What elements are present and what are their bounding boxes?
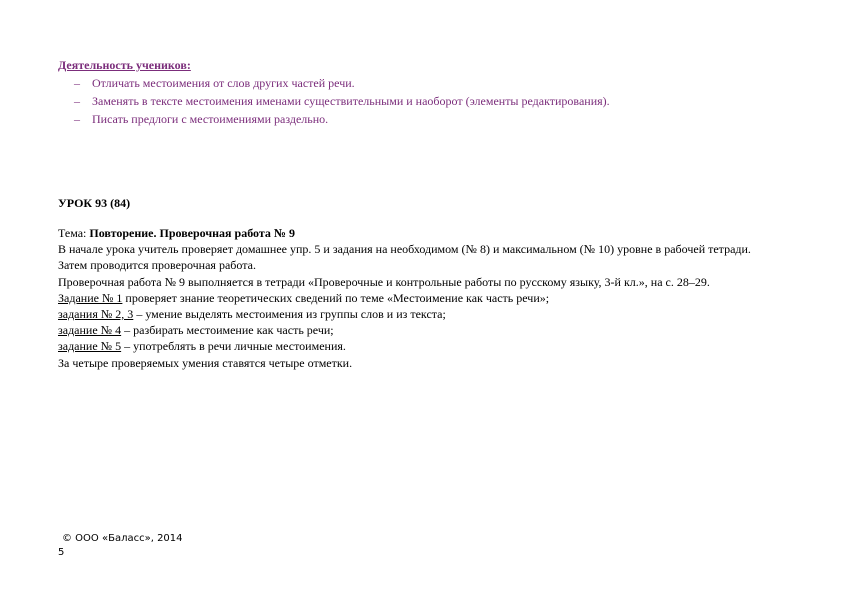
- topic-text: Повторение. Проверочная работа № 9: [89, 226, 295, 240]
- activity-item: [58, 110, 798, 128]
- activity-item-text: Отличать местоимения от слов других частей речи.: [92, 76, 355, 90]
- activity-item: [58, 74, 798, 92]
- task-reference: задания № 2, 3: [58, 307, 134, 322]
- task-line: [58, 306, 785, 322]
- closing-line: За четыре проверяемых умения ставятся четыре отметки.: [58, 355, 353, 370]
- task-reference: задание № 4: [58, 323, 122, 338]
- task-reference: задание № 5: [58, 339, 122, 354]
- task-description: – умение выделять местоимения из группы слов и из текста;: [133, 307, 446, 322]
- dash-bullet: –: [74, 94, 80, 108]
- task-description: проверяет знание теоретических сведений по теме «Местоимение как часть речи»;: [122, 290, 550, 305]
- task-description: – употреблять в речи личные местоимения.: [121, 339, 346, 354]
- copyright-notice: © ООО «Баласс», 2014: [62, 533, 183, 544]
- activity-item-text: Заменять в тексте местоимения именами существительными и наоборот (элементы редактирования).: [92, 94, 610, 108]
- paragraph-homework-check: В начале урока учитель проверяет домашнее упр. 5 и задания на необходимом (№ 8) и максимальном (№ 10) уровне в рабочей тетради.: [58, 242, 751, 257]
- lesson-content: [58, 225, 785, 371]
- task-line: [58, 322, 785, 338]
- task-reference: Задание № 1: [58, 290, 123, 305]
- topic-line: [58, 225, 785, 241]
- activity-item-text: Писать предлоги с местоимениями раздельно.: [92, 112, 329, 126]
- activity-item: [58, 92, 798, 110]
- dash-bullet: –: [74, 76, 80, 90]
- task-line: [58, 290, 785, 306]
- dash-bullet: –: [74, 112, 80, 126]
- task-line: [58, 338, 785, 354]
- page-footer: [58, 532, 183, 560]
- student-activity-section: [58, 56, 798, 128]
- task-description: – разбирать местоимение как часть речи;: [121, 323, 334, 338]
- topic-label: Тема:: [58, 226, 90, 240]
- lesson-title: УРОК 93 (84): [58, 196, 131, 210]
- page-number: 5: [58, 547, 65, 558]
- activity-list: [58, 74, 798, 128]
- paragraph-test-intro: Затем проводится проверочная работа.: [58, 258, 256, 273]
- activity-heading: Деятельность учеников:: [58, 58, 191, 72]
- paragraph-test-notebook: Проверочная работа № 9 выполняется в тетради «Проверочные и контрольные работы по русскому языку, 3-й кл.», на с. 28–29.: [58, 274, 710, 289]
